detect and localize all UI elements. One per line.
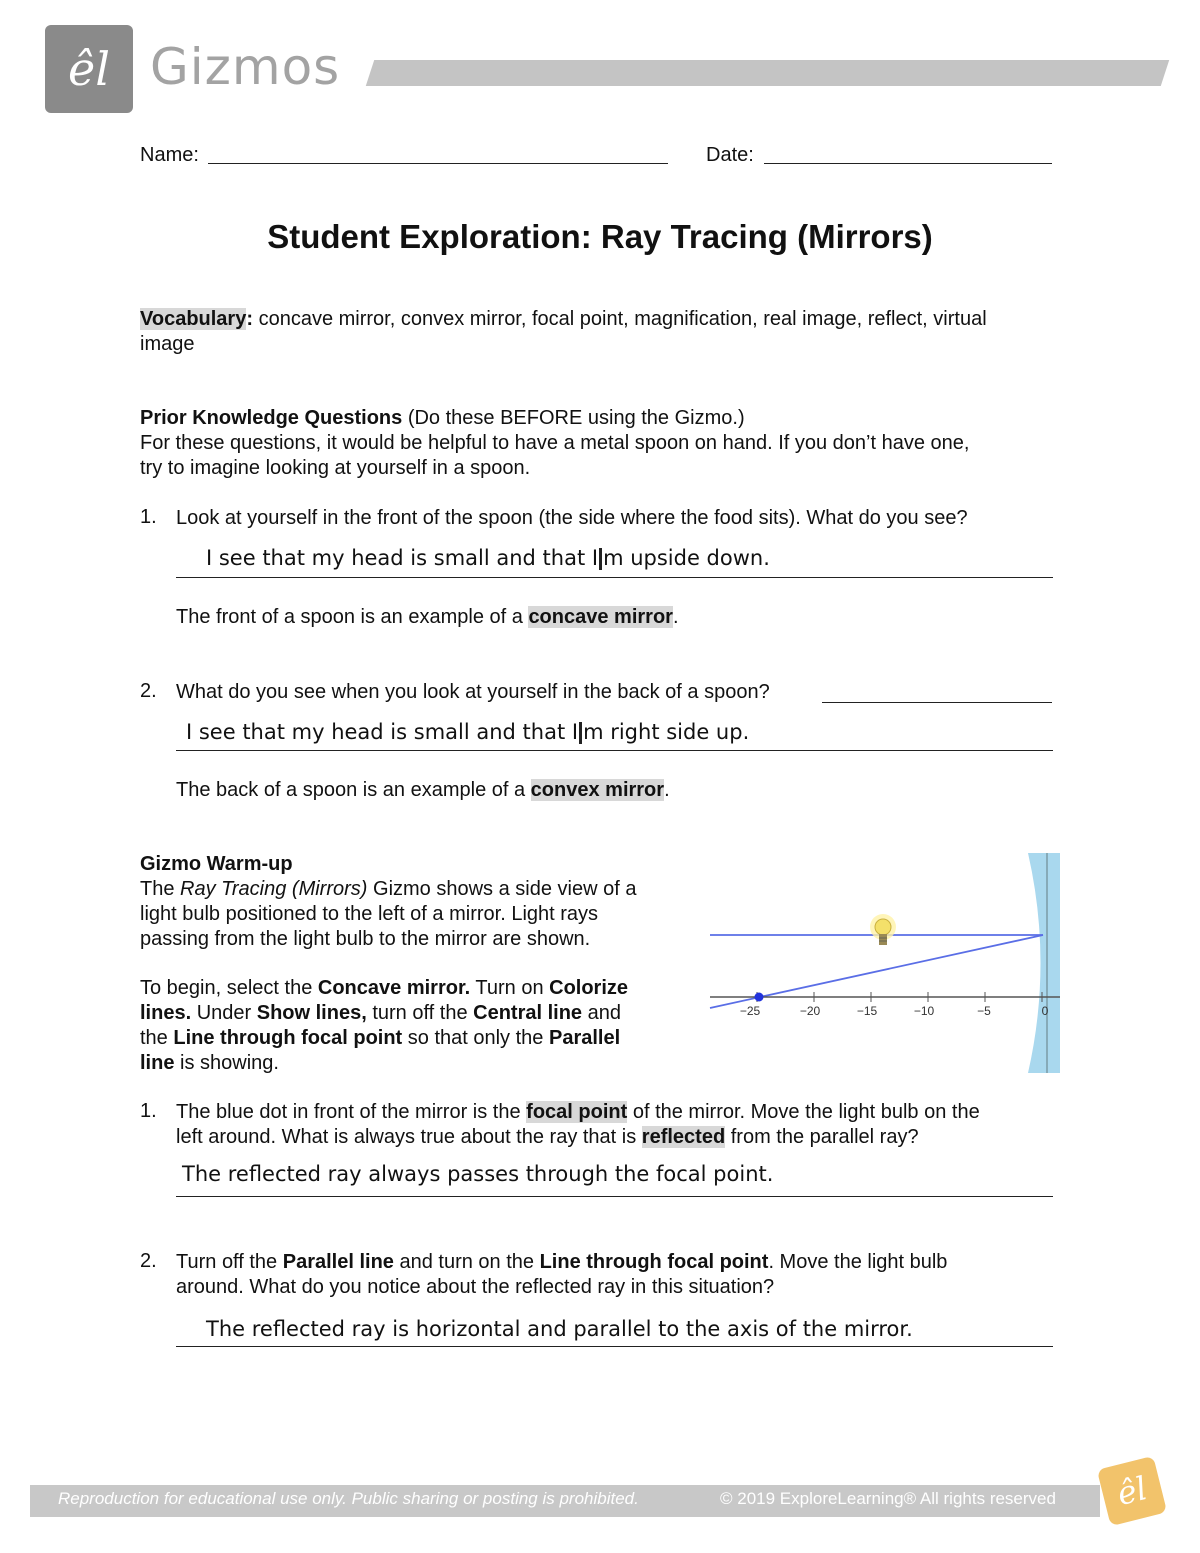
prior-q2-answer-b: m right side up.	[583, 720, 750, 744]
focal-point-dot	[755, 993, 764, 1002]
warmup-p2-line4	[140, 1051, 279, 1076]
reflected-term: reflected	[641, 1126, 726, 1148]
wq2-l1-b2: Line through focal point	[539, 1251, 769, 1273]
prior-q2-statement-post: .	[664, 779, 670, 801]
prior-q1-answer-b: m upside down.	[603, 546, 770, 570]
header-bar	[366, 60, 1169, 86]
gizmo-name: Ray Tracing (Mirrors)	[180, 878, 368, 900]
wq1-l1-post: of the mirror. Move the light bulb on the	[627, 1101, 980, 1123]
prior-q2-answer[interactable]	[186, 720, 749, 744]
warmup-q2-number: 2.	[140, 1250, 157, 1272]
warmup-p1-l1-pre: The	[140, 878, 181, 900]
vocabulary-colon: :	[246, 308, 254, 330]
concave-mirror-term: concave mirror	[528, 606, 673, 628]
w-p2-l2-b2: Show lines,	[256, 1002, 367, 1024]
prior-q1-statement	[176, 605, 679, 630]
vocabulary-terms: concave mirror, convex mirror, focal point, magnification, real image, reflect, virtual	[253, 308, 987, 330]
date-field[interactable]	[764, 163, 1052, 164]
warmup-p1-l1-post: Gizmo shows a side view of a	[367, 878, 637, 900]
wq1-l2-pre: left around. What is always true about the ray that is	[176, 1126, 642, 1148]
prior-q1-answer-a: I see that my head is small and that I	[206, 546, 599, 570]
warmup-p2-line1	[140, 976, 628, 1001]
prior-q1-statement-post: .	[672, 606, 679, 628]
prior-q2-number: 2.	[140, 680, 157, 702]
prior-q1-statement-pre: The front of a spoon is an example of a	[176, 606, 529, 628]
w-p2-l2-b3: Central line	[473, 1002, 583, 1024]
w-p2-l3-mid: so that only the	[402, 1027, 549, 1049]
wq2-l1-b1: Parallel line	[282, 1251, 394, 1273]
warmup-heading: Gizmo Warm-up	[140, 853, 293, 875]
tick-label: −15	[856, 1004, 878, 1018]
w-p2-l1-mid: Turn on	[470, 977, 550, 999]
warmup-p2-line2	[140, 1001, 621, 1026]
prior-q2-text: What do you see when you look at yourself in the back of a spoon?	[176, 681, 770, 703]
footer-notice: Reproduction for educational use only. Public sharing or posting is prohibited.	[58, 1489, 639, 1508]
name-field[interactable]	[208, 163, 668, 164]
text-cursor	[599, 548, 602, 570]
warmup-q1-number: 1.	[140, 1100, 157, 1122]
w-p2-l2-mid2: turn off the	[366, 1002, 474, 1024]
warmup-q1-line2	[176, 1125, 919, 1150]
prior-q1-answer-line	[176, 577, 1053, 578]
brand-name: Gizmos	[150, 38, 341, 96]
prior-intro-line1: For these questions, it would be helpful to have a metal spoon on hand. If you don’t have one,	[140, 432, 970, 454]
w-p2-l2-post: and	[582, 1002, 621, 1024]
vocabulary-line1	[140, 307, 1070, 332]
warmup-p1-line3: passing from the light bulb to the mirror are shown.	[140, 928, 591, 950]
prior-q2-statement	[176, 778, 670, 803]
warmup-q1-answer[interactable]: The reflected ray always passes through the focal point.	[182, 1162, 774, 1186]
w-p2-l3-b2: Parallel	[548, 1027, 621, 1049]
prior-q2-short-line	[822, 702, 1052, 703]
prior-q1-answer[interactable]	[206, 546, 770, 570]
wq2-l1-post: . Move the light bulb	[768, 1251, 948, 1273]
prior-intro-line2: try to imagine looking at yourself in a spoon.	[140, 457, 531, 479]
prior-heading-note: (Do these BEFORE using the Gizmo.)	[402, 407, 745, 429]
wq2-l1-mid: and turn on the	[393, 1251, 540, 1273]
w-p2-l3-pre: the	[140, 1027, 174, 1049]
vocabulary-label: Vocabulary	[140, 308, 247, 330]
w-p2-l2-mid: Under	[191, 1002, 257, 1024]
w-p2-l4-post: is showing.	[174, 1052, 279, 1074]
explorelearning-logo: êl	[1097, 1456, 1167, 1526]
tick-label: 0	[1041, 1004, 1049, 1018]
convex-mirror-term: convex mirror	[530, 779, 665, 801]
wq2-l1-pre: Turn off the	[176, 1251, 283, 1273]
prior-q1-number: 1.	[140, 506, 157, 528]
prior-q2-answer-line	[176, 750, 1053, 751]
warmup-q2-line2: around. What do you notice about the reflected ray in this situation?	[176, 1276, 775, 1298]
w-p2-l3-b1: Line through focal point	[173, 1027, 403, 1049]
page-title: Student Exploration: Ray Tracing (Mirrors)	[267, 218, 933, 255]
warmup-q2-line1	[176, 1250, 947, 1275]
warmup-p1-line1	[140, 877, 636, 902]
prior-q2-answer-a: I see that my head is small and that I	[186, 720, 579, 744]
warmup-q1-answer-line	[176, 1196, 1053, 1197]
tick-label: −5	[977, 1004, 991, 1018]
warmup-q2-answer-line	[176, 1346, 1053, 1347]
w-p2-l2-b1: lines.	[140, 1002, 192, 1024]
wq1-l2-post: from the parallel ray?	[725, 1126, 919, 1148]
gizmo-screenshot	[705, 853, 1060, 1073]
w-p2-l4-b1: line	[140, 1052, 175, 1074]
date-label: Date:	[706, 144, 754, 166]
prior-q1-text: Look at yourself in the front of the spoon (the side where the food sits). What do you see?	[176, 507, 968, 529]
tick-label: −20	[799, 1004, 821, 1018]
wq1-l1-pre: The blue dot in front of the mirror is the	[176, 1101, 527, 1123]
prior-q2-statement-pre: The back of a spoon is an example of a	[176, 779, 531, 801]
text-cursor	[579, 722, 582, 744]
w-p2-l1-pre: To begin, select the	[140, 977, 318, 999]
prior-heading	[140, 406, 745, 431]
w-p2-l1-b1: Concave mirror.	[317, 977, 471, 999]
name-label: Name:	[140, 144, 199, 166]
warmup-p2-line3	[140, 1026, 620, 1051]
focal-point-term: focal point	[526, 1101, 628, 1123]
prior-heading-text: Prior Knowledge Questions	[140, 407, 403, 429]
tick-label: −10	[913, 1004, 935, 1018]
w-p2-l1-b2: Colorize	[549, 977, 629, 999]
warmup-p1-line2: light bulb positioned to the left of a mirror. Light rays	[140, 903, 599, 925]
footer-copyright: © 2019 ExploreLearning® All rights reserved	[720, 1489, 1056, 1508]
tick-label: −25	[739, 1004, 761, 1018]
warmup-q2-answer[interactable]: The reflected ray is horizontal and parallel to the axis of the mirror.	[206, 1317, 913, 1341]
warmup-q1-line1	[176, 1100, 980, 1125]
vocabulary-line2: image	[140, 333, 195, 355]
gizmos-logo: êl	[45, 25, 133, 113]
